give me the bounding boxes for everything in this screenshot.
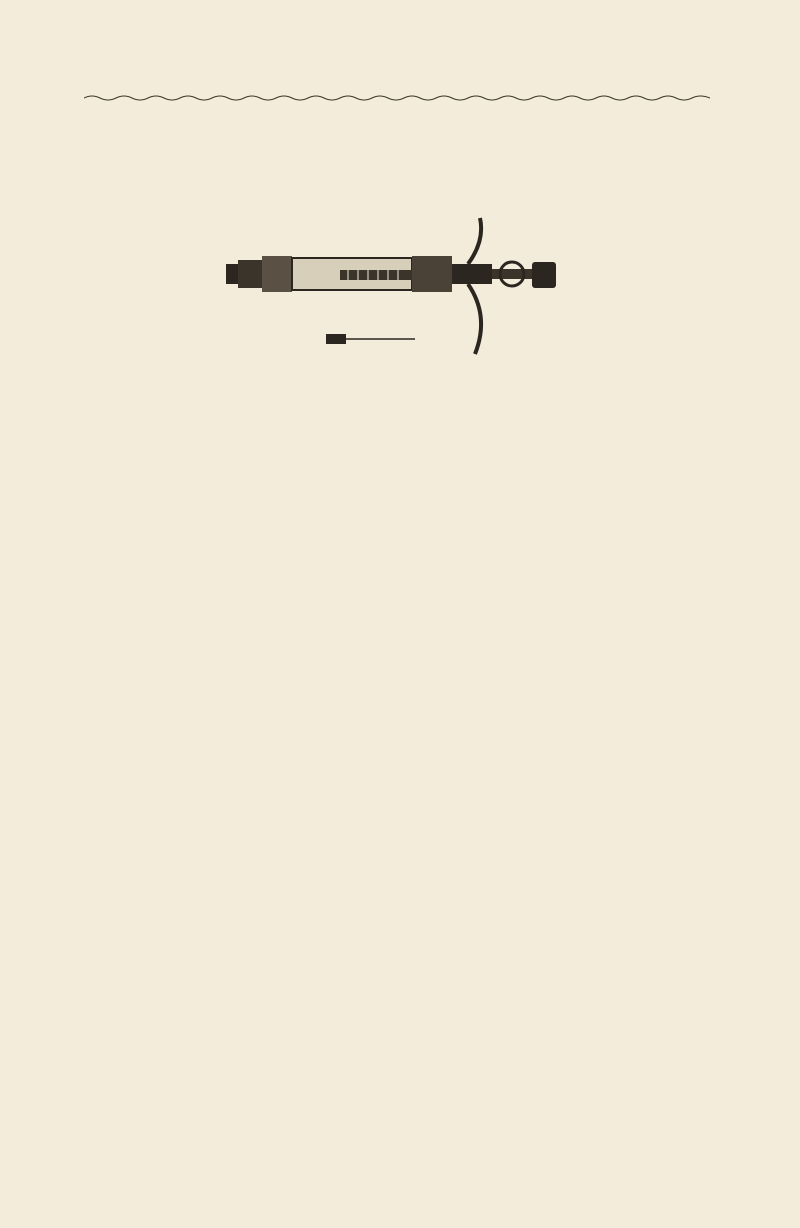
syringe-illustration <box>200 216 580 356</box>
page-header <box>84 68 710 90</box>
header-wave-rule <box>84 92 710 104</box>
